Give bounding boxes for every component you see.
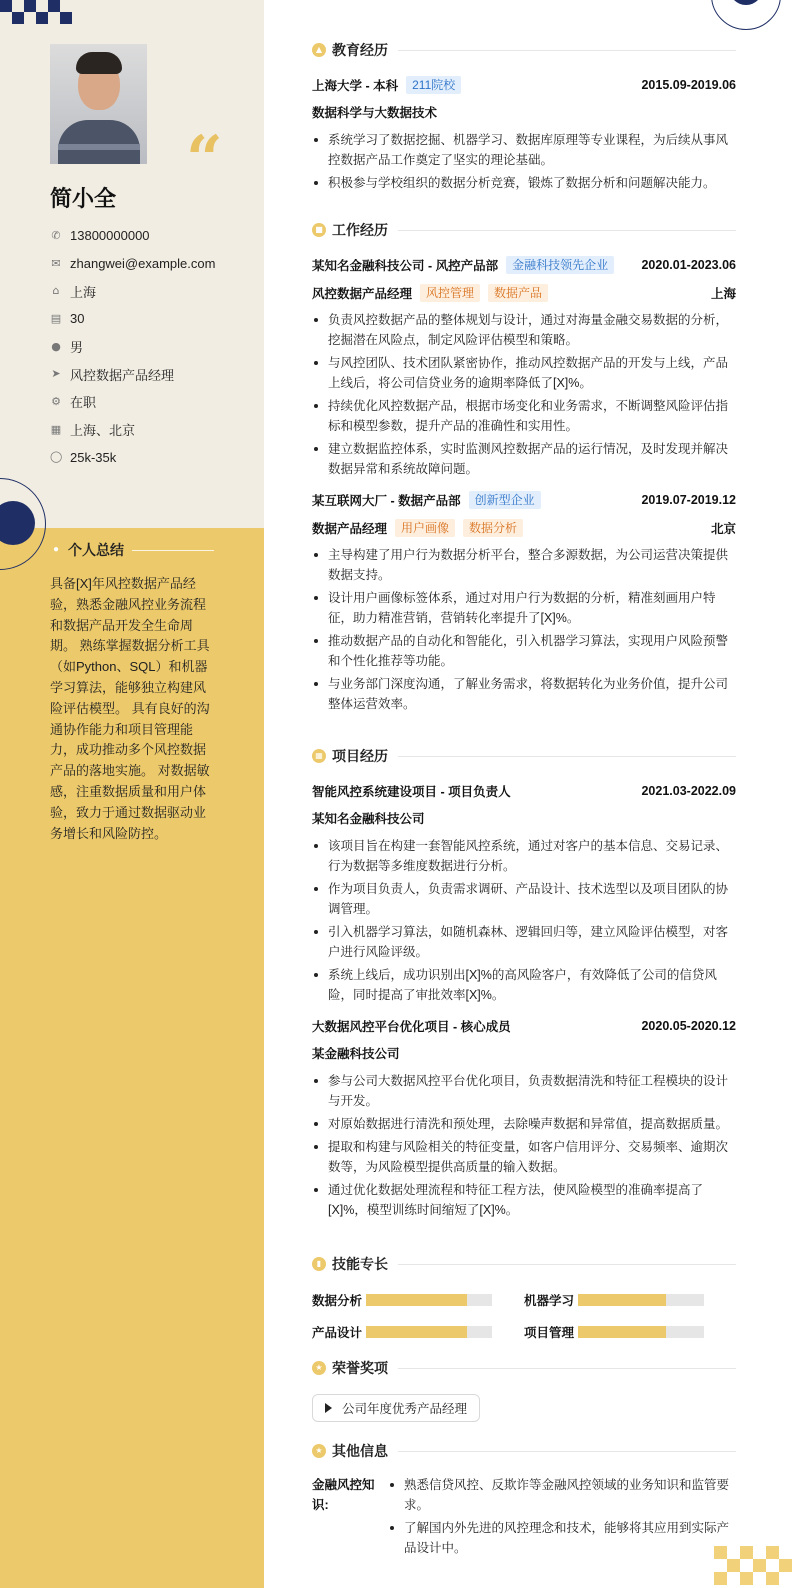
avatar: [50, 44, 147, 164]
info-position: ➤ 风控数据产品经理: [51, 367, 175, 383]
skill-bar: [578, 1326, 704, 1338]
checker-decoration-bottom: [714, 1546, 794, 1588]
list-item: 作为项目负责人，负责需求调研、产品设计、技术选型以及项目团队的协调管理。: [312, 879, 736, 919]
skill-item: 机器学习: [524, 1290, 736, 1310]
company-tag: 金融科技领先企业: [506, 256, 614, 274]
project-org: 某知名金融科技公司: [312, 812, 425, 826]
checker-decoration: [0, 0, 76, 24]
project-row: [312, 780, 736, 802]
user-icon: ●: [52, 544, 60, 555]
section-heading: ▲ 教育经历: [312, 40, 736, 60]
home-icon: ⌂: [52, 284, 60, 298]
sidebar: [0, 0, 264, 1588]
role-tag: 数据产品: [488, 284, 548, 302]
project-icon: ▦: [312, 749, 326, 763]
phone-icon: ✆: [51, 228, 61, 242]
contact-info: [50, 222, 260, 471]
position-icon: ➤: [51, 367, 61, 381]
summary-heading: ● 个人总结: [50, 540, 214, 560]
list-item: 主导构建了用户行为数据分析平台，整合多源数据，为公司运营决策提供数据支持。: [312, 545, 736, 585]
list-item: 参与公司大数据风控平台优化项目，负责数据清洗和特征工程模块的设计与开发。: [312, 1071, 736, 1111]
award-item: 公司年度优秀产品经理: [312, 1394, 480, 1422]
education-bullets: [312, 130, 736, 193]
company-name: 某互联网大厂 - 数据产品部: [312, 494, 461, 508]
play-icon: [325, 1403, 332, 1413]
skill-bar: [578, 1294, 704, 1306]
project-bullets: [312, 836, 736, 1005]
section-heading: ▮ 技能专长: [312, 1254, 736, 1274]
project-name: 大数据风控平台优化项目 - 核心成员: [312, 1020, 511, 1034]
major: 数据科学与大数据技术: [312, 106, 438, 120]
info-age: ▤ 30: [50, 311, 85, 327]
skill-item: 项目管理: [524, 1322, 736, 1342]
list-item: 该项目旨在构建一套智能风控系统，通过对客户的基本信息、交易记录、行为数据等多维度数据进行分析。: [312, 836, 736, 876]
other-row: [312, 1475, 736, 1561]
section-heading: ★ 其他信息: [312, 1441, 736, 1461]
list-item: 设计用户画像标签体系，通过对用户行为数据的分析，精准刻画用户特征，助力精准营销，营销转化率提升了[X]%。: [312, 588, 736, 628]
list-item: 积极参与学校组织的数据分析竞赛，锻炼了数据分析和问题解决能力。: [312, 173, 736, 193]
project-row: [312, 1015, 736, 1037]
other-label: 金融风控知识:: [312, 1478, 375, 1512]
skill-bar: [366, 1294, 492, 1306]
chart-icon: ▮: [312, 1257, 326, 1271]
education-date: 2015.09-2019.06: [641, 78, 736, 92]
list-item: 与风控团队、技术团队紧密协作，推动风控数据产品的开发与上线，产品上线后，将公司信贷业务的逾期率降低了[X]%。: [312, 353, 736, 393]
role-tag: 风控管理: [420, 284, 480, 302]
job-date: 2019.07-2019.12: [641, 493, 736, 507]
job-row: [312, 489, 736, 511]
skill-item: 数据分析: [312, 1290, 524, 1310]
projects-section: [312, 746, 736, 1223]
info-icon: ★: [312, 1444, 326, 1458]
list-item: 引入机器学习算法，如随机森林、逻辑回归等，建立风险评估模型，对客户进行风险评级。: [312, 922, 736, 962]
skills-section: [312, 1254, 736, 1342]
other-section: [312, 1441, 736, 1561]
job-role-row: [312, 282, 736, 304]
project-org: 某金融科技公司: [312, 1047, 400, 1061]
info-status: ⚙ 在职: [51, 394, 97, 411]
skill-bar: [366, 1326, 492, 1338]
role-tag: 用户画像: [395, 519, 455, 537]
company-name: 某知名金融科技公司 - 风控产品部: [312, 259, 499, 273]
job-role: 风控数据产品经理: [312, 287, 413, 301]
job-row: [312, 254, 736, 276]
section-heading: ★ 荣誉奖项: [312, 1358, 736, 1378]
job-role: 数据产品经理: [312, 522, 388, 536]
list-item: 系统上线后，成功识别出[X]%的高风险客户，有效降低了公司的信贷风险，同时提高了审批效率[X]%。: [312, 965, 736, 1005]
summary-text: 具备[X]年风控数据产品经验，熟悉金融风控业务流程和数据产品开发全生命周期。 熟练掌握数据分析工具（如Python、SQL）和机器学习算法，能够独立构建风险评估模型。 具有良好的沟通协作能力和项目管理能力，成功推动多个风控数据产品的落地实施。 对数据敏感，注重数据质量和用户体验，致力于通过数据驱动业务增长和风险防控。: [50, 576, 210, 841]
list-item: 建立数据监控体系，实时监测风控数据产品的运行情况，及时发现并解决数据异常和系统故障问题。: [312, 439, 736, 479]
work-section: [312, 220, 736, 717]
info-location: ⌂ 上海: [50, 277, 260, 305]
other-bullets: [388, 1475, 734, 1561]
list-item: 对原始数据进行清洗和预处理，去除噪声数据和异常值，提高数据质量。: [312, 1114, 736, 1134]
person-name: 简小全: [50, 186, 117, 211]
honors-section: [312, 1358, 736, 1422]
circle-decoration-top: [711, 0, 781, 30]
info-salary: ◯ 25k-35k: [50, 449, 117, 465]
list-item: 通过优化数据处理流程和特征工程方法，使风险模型的准确率提高了[X]%，模型训练时间缩短了[X]%。: [312, 1180, 736, 1220]
info-gender: ● 男: [51, 339, 84, 356]
company-tag: 创新型企业: [469, 491, 541, 509]
section-heading: ■ 工作经历: [312, 220, 736, 240]
job-location: 北京: [710, 522, 736, 536]
age-icon: ▤: [50, 311, 62, 325]
project-bullets: [312, 1071, 736, 1220]
mail-icon: ✉: [51, 256, 61, 270]
graduation-icon: ▲: [312, 43, 326, 57]
project-date: 2020.05-2020.12: [641, 1019, 736, 1033]
job-location: 上海: [710, 287, 736, 301]
job-date: 2020.01-2023.06: [641, 258, 736, 272]
list-item: 提取和构建与风险相关的特征变量，如客户信用评分、交易频率、逾期次数等，为风险模型提供高质量的输入数据。: [312, 1137, 736, 1177]
project-name: 智能风控系统建设项目 - 项目负责人: [312, 785, 511, 799]
project-date: 2021.03-2022.09: [641, 784, 736, 798]
info-phone: ✆ 13800000000: [51, 228, 150, 244]
job-bullets: [312, 545, 736, 714]
job-bullets: [312, 310, 736, 479]
list-item: 了解国内外先进的风控理念和技术，能够将其应用到实际产品设计中。: [388, 1518, 734, 1558]
quote-icon: “: [186, 122, 223, 197]
education-section: [312, 40, 736, 196]
list-item: 持续优化风控数据产品，根据市场变化和业务需求，不断调整风险评估指标和模型参数，提升产品的准确性和实用性。: [312, 396, 736, 436]
info-city: ▦ 上海、北京: [50, 422, 136, 439]
job-role-row: [312, 517, 736, 539]
award-icon: ★: [312, 1361, 326, 1375]
list-item: 系统学习了数据挖掘、机器学习、数据库原理等专业课程，为后续从事风控数据产品工作奠定了坚实的理论基础。: [312, 130, 736, 170]
list-item: 负责风控数据产品的整体规划与设计，通过对海量金融交易数据的分析，挖掘潜在风险点，制定风险评估模型和策略。: [312, 310, 736, 350]
school-name: 上海大学 - 本科: [312, 79, 399, 93]
school-tag: 211院校: [406, 76, 461, 94]
skill-item: 产品设计: [312, 1322, 524, 1342]
briefcase-icon: ■: [312, 223, 326, 237]
list-item: 熟悉信贷风控、反欺诈等金融风控领域的业务知识和监管要求。: [388, 1475, 734, 1515]
education-row: [312, 74, 736, 96]
role-tag: 数据分析: [463, 519, 523, 537]
skills-grid: [312, 1290, 736, 1342]
city-icon: ▦: [50, 422, 62, 436]
salary-icon: ◯: [50, 450, 63, 464]
section-heading: ▦ 项目经历: [312, 746, 736, 766]
status-icon: ⚙: [51, 394, 61, 408]
sidebar-header: [0, 0, 264, 528]
gender-icon: ●: [51, 339, 61, 353]
list-item: 与业务部门深度沟通，了解业务需求，将数据转化为业务价值，提升公司整体运营效率。: [312, 674, 736, 714]
info-email: ✉ zhangwei@example.com: [51, 256, 216, 272]
list-item: 推动数据产品的自动化和智能化，引入机器学习算法，实现用户风险预警和个性化推荐等功能。: [312, 631, 736, 671]
